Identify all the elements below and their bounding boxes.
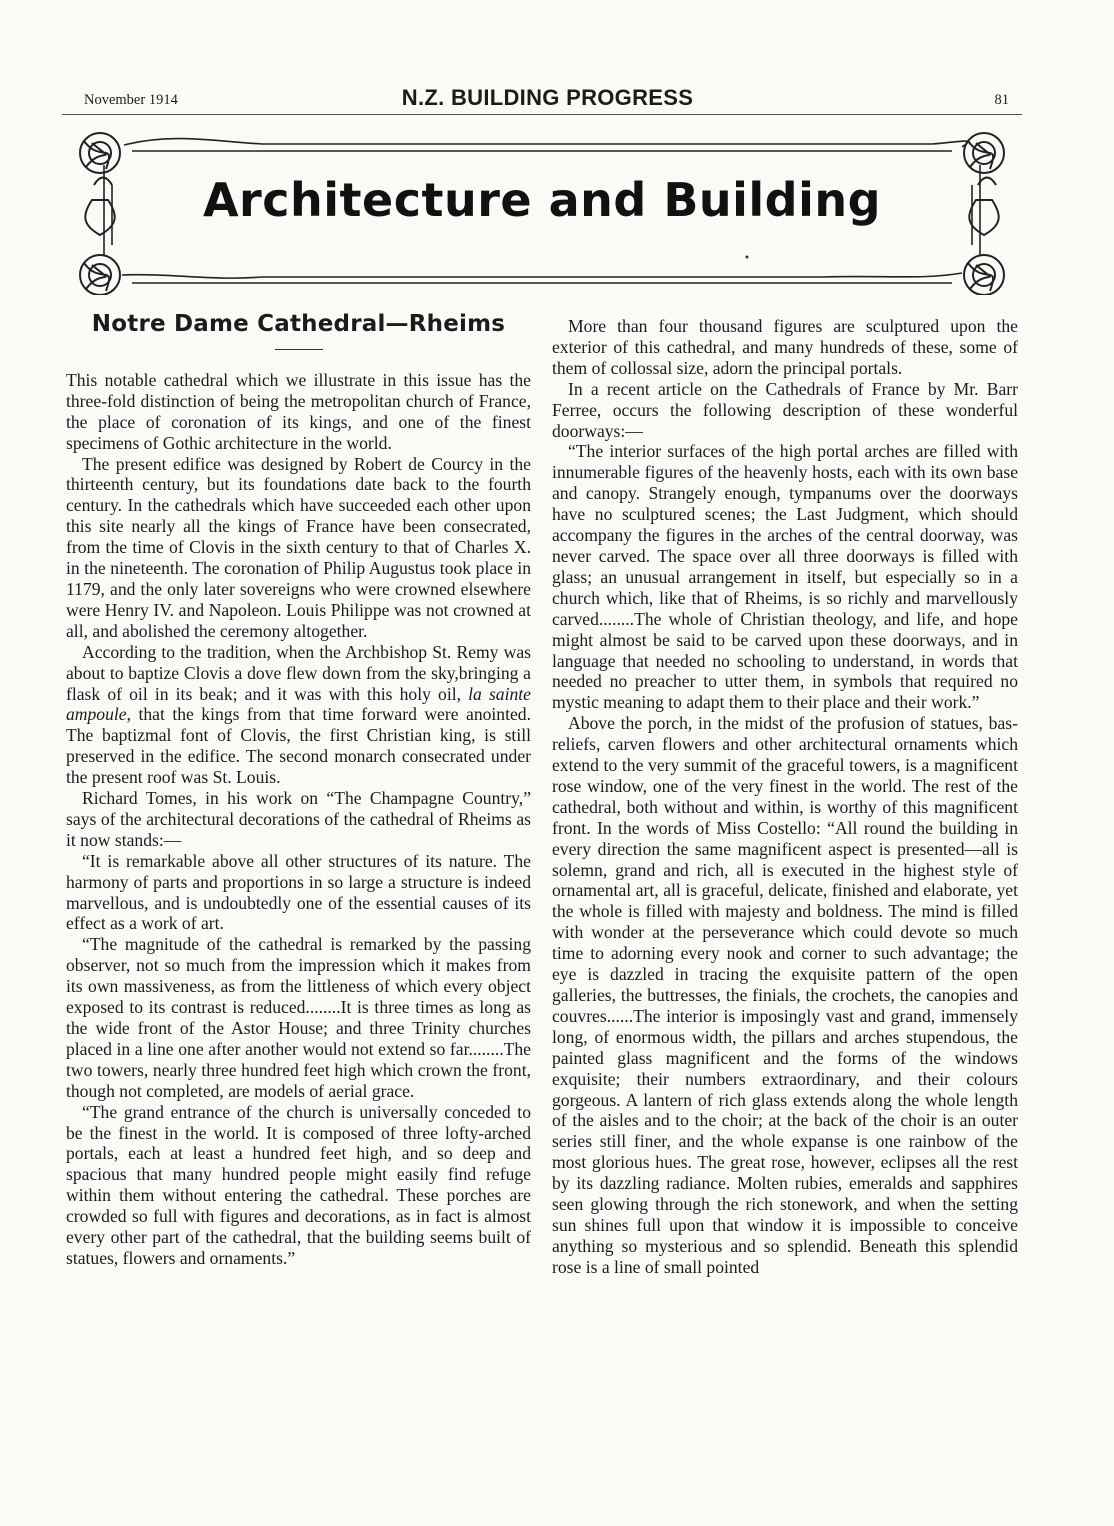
paragraph: The present edifice was designed by Robert de Courcy in the thirteenth century, but its foundations date back to the fourth century. In the cathedrals which have succeeded each other upon this site nearly all the kings of France have been consecrated, from the time of Clovis in the sixth century to that of Charles X. in the nineteenth. The coronation of Philip Augustus took place in 1179, and the only later sovereigns who were crowned elsewhere were Henry IV. and Napoleon. Louis Philippe was not crowned at all, and abolished the ceremony altogether. bbox=[66, 453, 531, 641]
paragraph: “The interior surfaces of the high portal arches are filled with innumerable figures of the heavenly hosts, each with its own base and canopy. Strangely enough, tympanums over the doorways have no sculptured scenes; the Last Judgment, which should accompany the figures in the arches of the central doorway, was never carved. The space over all three doorways is filled with glass; an unusual arrangement in itself, but especially so in a church which, like that of Rheims, is so richly and marvellously carved........The whole of Christian theology, and life, and hope might almost be said to be carved upon these doorways, and in language that needed no schooling to understand, in words that needed no preacher to utter them, in symbols that required no mystic meaning to adapt them to their place and their work.” bbox=[552, 441, 1018, 713]
title-divider bbox=[275, 349, 323, 350]
paragraph-text: , that the kings from that time forward were anointed. The baptizmal font of Clovis, the first Christian king, is still preserved in the edifice. The second monarch consecrated under the present roof was St. Louis. bbox=[66, 704, 531, 788]
header-rule bbox=[62, 114, 1022, 115]
running-head bbox=[80, 86, 1015, 116]
paragraph-text: According to the tradition, when the Archbishop St. Remy was about to baptize Clovis a dove flew down from the sky,bringing a flask of oil in its beak; and it was with this holy oil, bbox=[66, 641, 531, 704]
paragraph: In a recent article on the Cathedrals of France by Mr. Barr Ferree, occurs the following description of these wonderful doorways:— bbox=[552, 378, 1018, 441]
section-title: Architecture and Building bbox=[202, 173, 882, 227]
paragraph: More than four thousand figures are sculptured upon the exterior of this cathedral, and many hundreds of these, some of them of collossal size, adorn the principal portals. bbox=[552, 316, 1018, 378]
italic-phrase: la sainte ampoule bbox=[66, 683, 531, 725]
paragraph: Richard Tomes, in his work on “The Champagne Country,” says of the architectural decorations of the cathedral of Rheims as it now stands:— bbox=[66, 788, 531, 850]
article-title: Notre Dame Cathedral—Rheims bbox=[91, 311, 506, 337]
paragraph: Above the porch, in the midst of the profusion of statues, bas-reliefs, carven flowers and other architectural ornaments which extend to the very summit of the graceful towers, is a magnificent rose window, one of the very finest in the world. The rest of the cathedral, both without and within, is worthy of this magnificent front. In the words of Miss Costello: “All round the building in every direction the same magnificent aspect is presented—all is solemn, grand and rich, all is executed in the highest style of ornamental art, all is graceful, delicate, finished and elaborate, yet the whole is filled with majesty and boldness. The mind is filled with wonder at the perseverance which could devote so much time to adorning every nook and corner to such advantage; the eye is dazzled in tracing the exquisite pattern of the open galleries, the buttresses, the finials, the crochets, the canopies and couvres......The interior is imposingly vast and grand, immensely long, of enormous width, the pillars and arches stupendous, the painted glass magnificent and the forms of the windows exquisite; their numbers extraordinary, and their colours gorgeous. A lantern of rich glass extends along the whole length of the aisles and to the choir; at the back of the choir is an outer series still finer, and the whole expanse is one rainbow of the most glorious hues. The great rose, however, eclipses all the rest by its dazzling radiance. Molten rubies, emeralds and sapphires seen glowing through the rich stonework, and when the setting sun shines full upon that window it is impossible to conceive anything so mysterious and so splendid. Beneath this splendid rose is a line of small pointed bbox=[552, 713, 1018, 1277]
right-column bbox=[552, 316, 1018, 1278]
paragraph bbox=[66, 642, 531, 788]
section-banner bbox=[62, 125, 1022, 295]
paragraph: “The magnitude of the cathedral is remarked by the passing observer, not so much from the impression which it makes from its own massiveness, as from the littleness of which every object exposed to its contrast is reduced........It is three times as long as the wide front of the Astor House; and three Trinity churches placed in a line one after another would not extend so far........The two towers, nearly three hundred feet high which crown the front, though not completed, are models of aerial grace. bbox=[66, 934, 531, 1101]
paragraph: This notable cathedral which we illustrate in this issue has the three-fold distinction of being the metropolitan church of France, the place of coronation of its kings, and one of the finest specimens of Gothic architecture in the world. bbox=[66, 369, 531, 453]
page-number: 81 bbox=[994, 92, 1009, 108]
journal-title: N.Z. BUILDING PROGRESS bbox=[401, 85, 694, 110]
paragraph: “It is remarkable above all other structures of its nature. The harmony of parts and proportions in so large a structure is indeed marvellous, and is undoubtedly one of the essential causes of its effect as a work of art. bbox=[66, 850, 531, 934]
paragraph: “The grand entrance of the church is universally conceded to be the finest in the world. It is composed of three lofty-arched portals, each at least a hundred feet high, and so deep and spacious that many hundred people might easily find refuge within them without entering the cathedral. These porches are crowded so full with figures and decorations, as in fact is almost every other part of the cathedral, that the building seems built of statues, flowers and ornaments.” bbox=[66, 1101, 531, 1268]
left-column bbox=[66, 300, 531, 1269]
issue-date: November 1914 bbox=[84, 92, 178, 108]
